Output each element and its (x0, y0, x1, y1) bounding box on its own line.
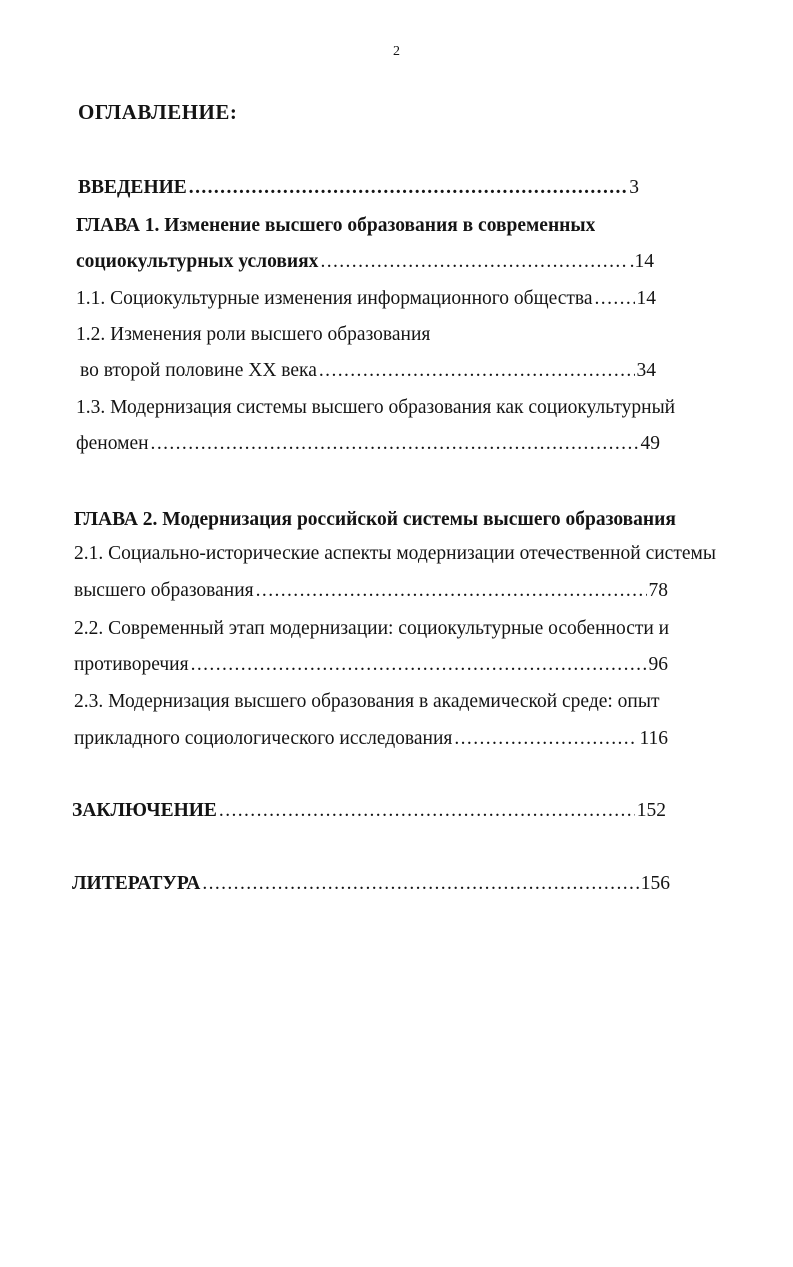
dot-leader (151, 432, 639, 456)
entry-page: 3 (629, 177, 639, 198)
entry-page: 116 (639, 728, 668, 749)
toc-entry-introduction (78, 176, 639, 200)
entry-page: 152 (636, 800, 666, 821)
toc-section-1-2-title: 1.2. Изменения роли высшего образования (76, 324, 431, 345)
entry-label: ЗАКЛЮЧЕНИЕ (72, 800, 217, 821)
dot-leader (454, 727, 637, 751)
toc-entry-conclusion (72, 799, 666, 823)
toc-chapter-2-title: ГЛАВА 2. Модернизация российской системы высшего образования (74, 509, 676, 530)
dot-leader (191, 653, 647, 677)
toc-section-2-2-title: 2.2. Современный этап модернизации: социокультурные особенности и (74, 618, 670, 639)
entry-label: 1.1. Социокультурные изменения информационного общества (76, 288, 593, 309)
entry-page: 14 (636, 288, 656, 309)
toc-entry-1-1 (76, 287, 656, 311)
dot-leader (319, 359, 635, 383)
entry-label: социокультурных условиях (76, 251, 319, 272)
toc-entry-2-3 (74, 727, 668, 751)
dot-leader (189, 176, 627, 200)
entry-page: 34 (636, 360, 656, 381)
entry-page: 96 (648, 654, 668, 675)
entry-label: ЛИТЕРАТУРА (72, 873, 201, 894)
toc-entry-1-2 (80, 359, 656, 383)
page-number: 2 (393, 44, 400, 59)
entry-page: 156 (640, 873, 670, 894)
toc-entry-2-2 (74, 653, 668, 677)
entry-page: 78 (648, 580, 668, 601)
entry-label: ВВЕДЕНИЕ (78, 177, 187, 198)
entry-label: во второй половине XX века (80, 360, 317, 381)
entry-page: 49 (640, 433, 660, 454)
toc-title: ОГЛАВЛЕНИЕ: (78, 100, 238, 124)
toc-chapter-1-title: ГЛАВА 1. Изменение высшего образования в современных (76, 215, 596, 236)
toc-entry-chapter-1 (76, 250, 654, 274)
toc-entry-1-3 (76, 432, 660, 456)
dot-leader (256, 579, 647, 603)
toc-section-2-3-title: 2.3. Модернизация высшего образования в академической среде: опыт (74, 691, 660, 712)
dot-leader (202, 872, 638, 896)
entry-page: .14 (629, 251, 654, 272)
entry-label: прикладного социологического исследования (74, 728, 453, 749)
toc-section-2-1-title: 2.1. Социально-исторические аспекты модернизации отечественной системы (74, 543, 716, 564)
entry-label: противоречия (74, 654, 189, 675)
entry-label: высшего образования (74, 580, 254, 601)
toc-entry-2-1 (74, 579, 668, 603)
dot-leader (320, 250, 627, 274)
toc-section-1-3-title: 1.3. Модернизация системы высшего образования как социокультурный (76, 397, 676, 418)
dot-leader (595, 287, 635, 311)
entry-label: феномен (76, 433, 149, 454)
toc-entry-literature (72, 872, 670, 896)
dot-leader (219, 799, 635, 823)
